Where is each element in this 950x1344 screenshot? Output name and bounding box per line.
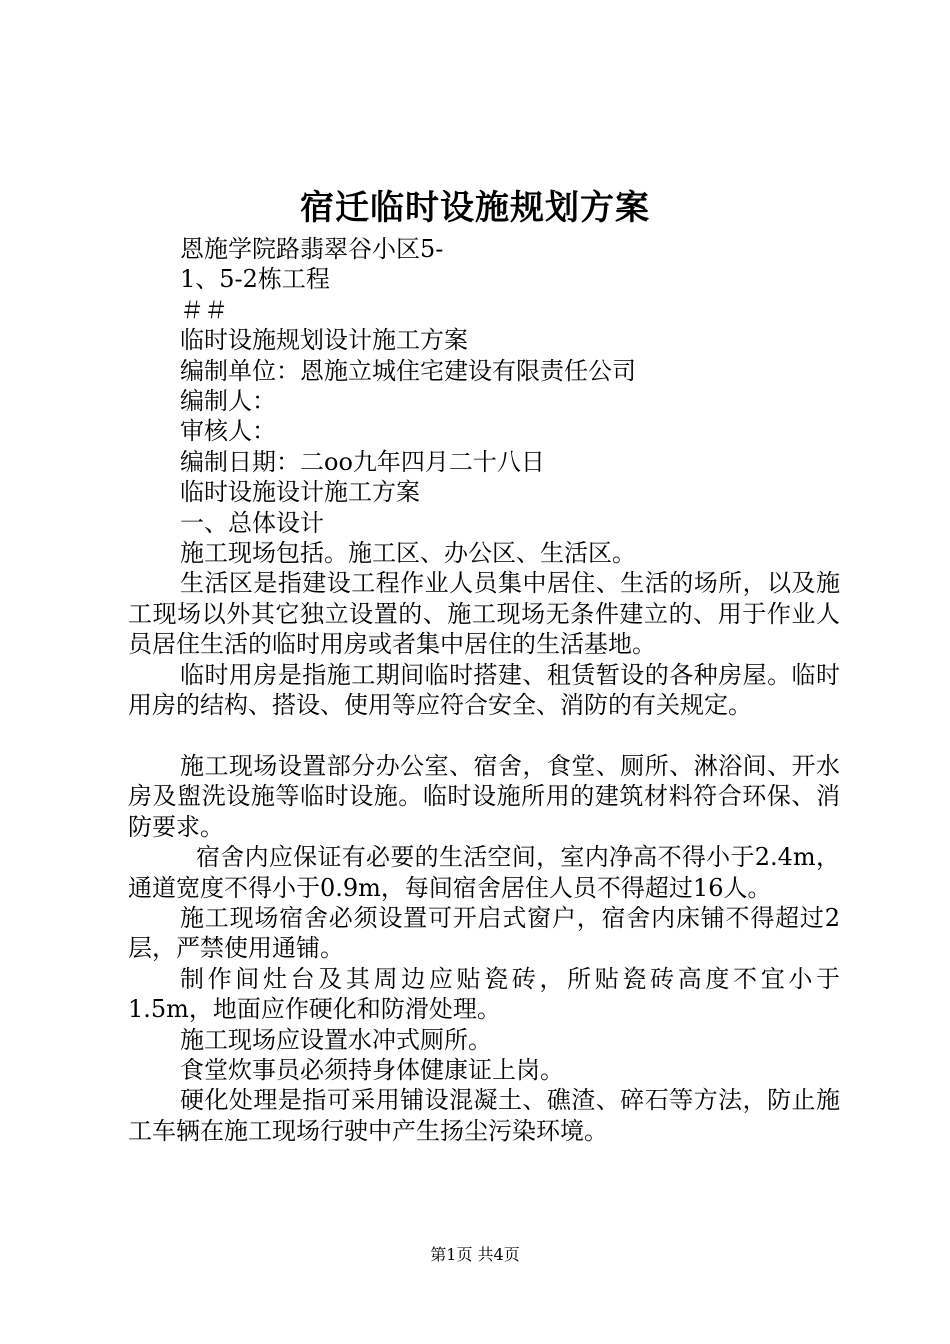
paragraph-cook-health: 食堂炊事员必须持身体健康证上岗。 (180, 1055, 564, 1084)
paragraph-temporary-housing: 临时用房是指施工期间临时搭建、租赁暂设的各种房屋。临时用房的结构、搭设、使用等应符合安全、消防的有关规定。 (128, 660, 840, 720)
header-line-reviewer: 审核人： (180, 417, 276, 446)
paragraph-dormitory-windows: 施工现场宿舍必须设置可开启式窗户，宿舍内床铺不得超过2层，严禁使用通铺。 (128, 903, 840, 963)
paragraph-ground-hardening: 硬化处理是指可采用铺设混凝土、礁渣、碎石等方法，防止施工车辆在施工现场行驶中产生扬尘污染环境。 (128, 1086, 840, 1145)
paragraph-kitchen-tiles: 制作间灶台及其周边应贴瓷砖，所贴瓷砖高度不宜小于1.5m，地面应作硬化和防滑处理。 (128, 964, 840, 1024)
header-line-compiler: 编制人： (180, 387, 276, 416)
header-line-building: 1、5-2栋工程 (180, 265, 330, 294)
page-footer: 第1页 共4页 (430, 1245, 520, 1264)
paragraph-living-area: 生活区是指建设工程作业人员集中居住、生活的场所，以及施工现场以外其它独立设置的、施工现场无条件建立的、用于作业人员居住生活的临时用房或者集中居住的生活基地。 (128, 569, 840, 659)
header-line-marks: ＃＃ (180, 295, 228, 324)
site-areas-line: 施工现场包括。施工区、办公区、生活区。 (180, 539, 636, 568)
header-line-project: 恩施学院路翡翠谷小区5- (180, 235, 444, 263)
paragraph-dormitory-space: 宿舍内应保证有必要的生活空间，室内净高不得小于2.4m，通道宽度不得小于0.9m，每间宿舍居住人员不得超过16人。 (128, 843, 840, 902)
paragraph-toilets: 施工现场应设置水冲式厕所。 (180, 1025, 492, 1054)
header-line-date: 编制日期：二oo九年四月二十八日 (180, 447, 545, 476)
section-heading: 一、总体设计 (180, 508, 324, 537)
paragraph-spacer (128, 721, 840, 751)
header-line-plan-title: 临时设施规划设计施工方案 (180, 326, 468, 355)
document-body (128, 234, 840, 1146)
header-line-section-title: 临时设施设计施工方案 (180, 478, 420, 507)
header-line-compiler-unit: 编制单位：恩施立城住宅建设有限责任公司 (180, 356, 636, 385)
paragraph-site-facilities: 施工现场设置部分办公室、宿舍，食堂、厕所、淋浴间、开水房及盥洗设施等临时设施。临时设施所用的建筑材料符合环保、消防要求。 (128, 751, 840, 841)
document-title: 宿迁临时设施规划方案 (300, 188, 650, 228)
